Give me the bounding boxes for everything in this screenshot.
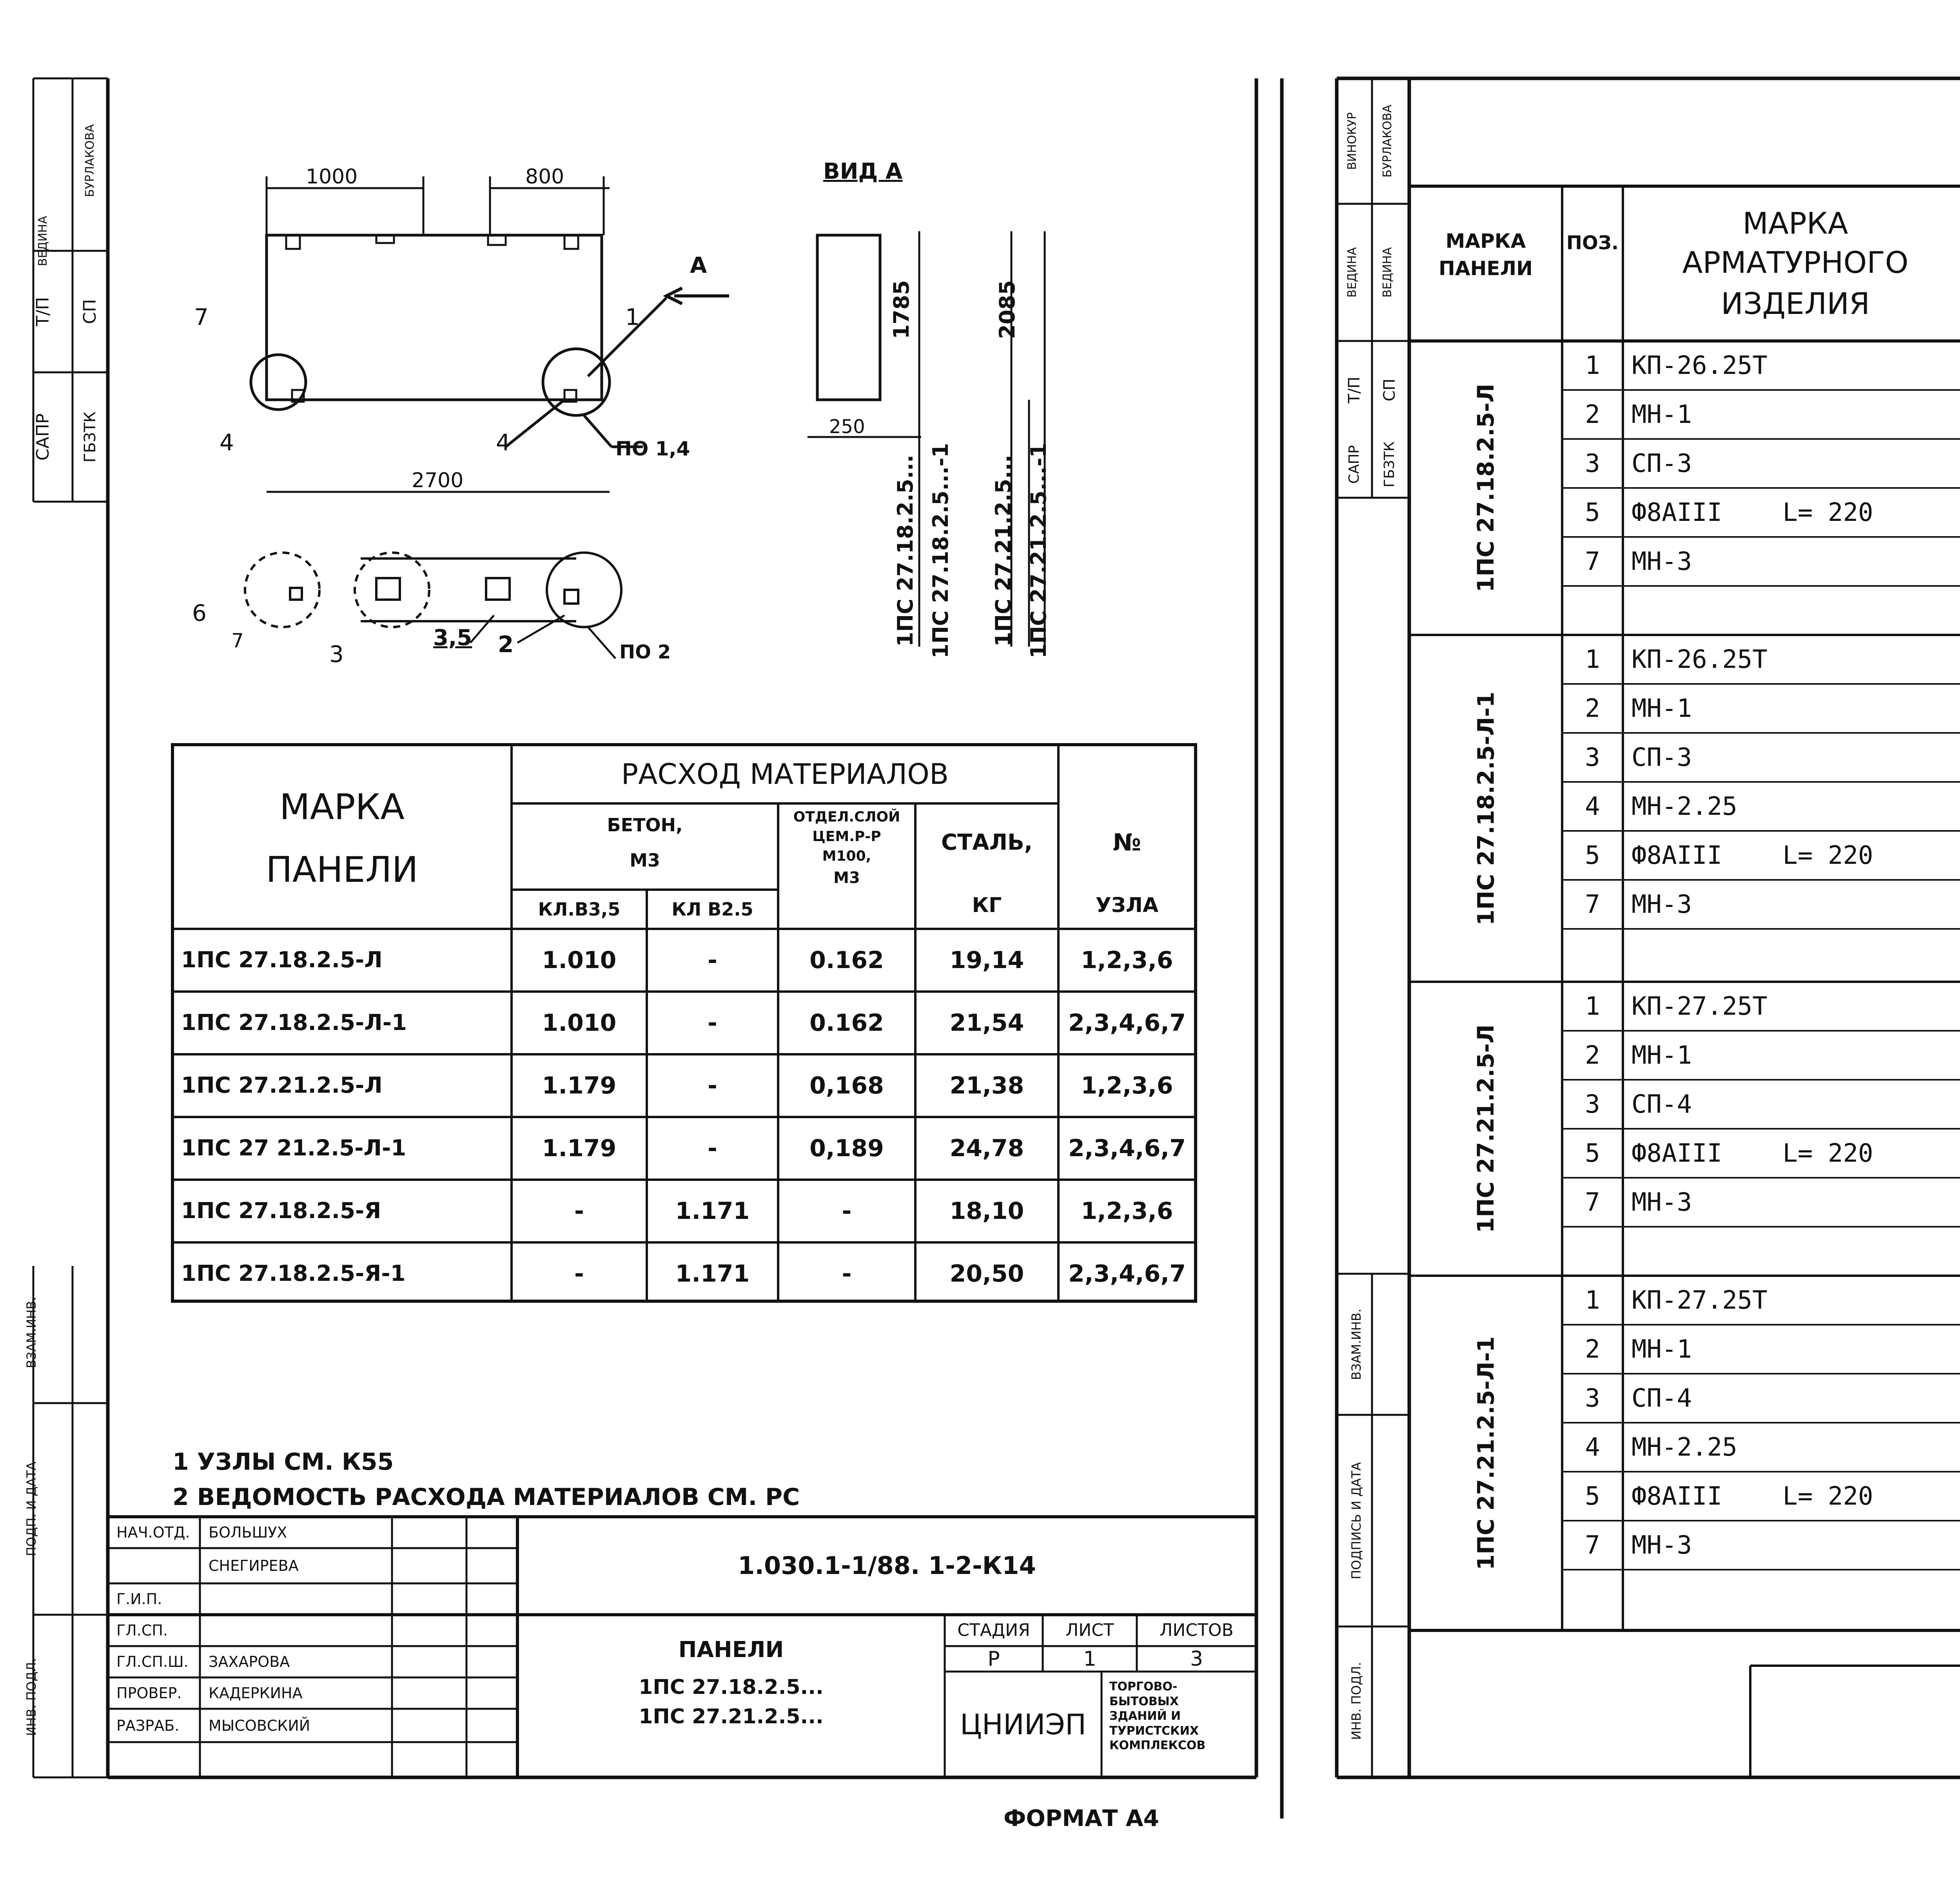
rh-mark-item-2: АРМАТУРНОГО <box>1682 245 1909 280</box>
callout-4b: 4 <box>496 429 510 456</box>
mat-row-cell: 1.010 <box>542 1009 617 1037</box>
callout-7: 7 <box>194 304 209 330</box>
spec-cell: 1 <box>1585 645 1600 674</box>
mat-row-cell: - <box>842 1260 852 1287</box>
signature-name: БОЛЬШУХ <box>209 1524 287 1541</box>
signature-name: МЫСОВСКИЙ <box>209 1717 310 1734</box>
sheets-value: 3 <box>1190 1647 1203 1671</box>
rlabel-inv-podl: ИНВ. ПОДЛ. <box>1349 1662 1364 1740</box>
h-b25: КЛ В2.5 <box>671 899 753 920</box>
spec-cell: МН-2.25 <box>1632 1432 1737 1462</box>
spec-cell: 2 <box>1585 1335 1600 1364</box>
rstamp-vinokur: ВИНОКУР <box>1345 112 1359 170</box>
title-name-2: 1ПС 27.18.2.5... <box>639 1675 824 1699</box>
rlabel-vzam-inv: ВЗАМ.ИНВ. <box>1349 1308 1364 1380</box>
callout-7b: 7 <box>231 629 244 652</box>
mat-row-mark: 1ПС 27.18.2.5-Я <box>181 1198 381 1224</box>
mat-row-mark: 1ПС 27 21.2.5-Л-1 <box>181 1135 407 1161</box>
spec-cell: 7 <box>1585 890 1600 919</box>
spec-cell: 7 <box>1585 547 1600 576</box>
mat-row-cell: 2,3,4,6,7 <box>1068 1009 1186 1037</box>
signature-name <box>200 1615 392 1646</box>
h-b35: КЛ.В3,5 <box>538 899 621 920</box>
spec-cell: КП-27.25Т <box>1632 1286 1768 1315</box>
sheets-header: ЛИСТОВ <box>1160 1620 1234 1640</box>
right-code <box>1750 1666 1960 1777</box>
callout-2: 2 <box>498 631 514 658</box>
org-subtitle <box>1109 1679 1205 1753</box>
mat-row-cell: 1.171 <box>675 1260 750 1287</box>
rh-mark-item-1: МАРКА <box>1742 206 1848 241</box>
mat-row-cell: 0.162 <box>809 946 884 974</box>
signature-name: ЗАХАРОВА <box>209 1653 290 1670</box>
stage-header: СТАДИЯ <box>957 1620 1030 1640</box>
rh-pos: ПОЗ. <box>1566 232 1619 254</box>
h-concrete-1: БЕТОН, <box>607 814 683 836</box>
spec-cell: 2 <box>1585 400 1600 429</box>
callout-1: 1 <box>625 304 640 330</box>
sheet-value: 1 <box>1083 1647 1096 1671</box>
spec-panel-mark: 1ПС 27.18.2.5-Л-1 <box>1472 691 1499 925</box>
h-mark-2: ПАНЕЛИ <box>266 849 418 890</box>
mat-row-cell: 24,78 <box>949 1135 1024 1162</box>
org-sub-5: КОМПЛЕКСОВ <box>1109 1739 1206 1752</box>
arrow-a-label: А <box>690 253 707 278</box>
spec-total <box>1562 586 1960 635</box>
mat-row-cell: 21,54 <box>949 1009 1024 1037</box>
mat-row-cell: 0,168 <box>809 1072 884 1099</box>
stamp-sp: СП <box>80 299 100 324</box>
spec-panel-mark: 1ПС 27.21.2.5-Л-1 <box>1472 1336 1499 1570</box>
spec-cell: 3 <box>1585 743 1600 772</box>
callout-3-5: 3,5 <box>433 625 472 651</box>
note-2: 2 ВЕДОМОСТЬ РАСХОДА МАТЕРИАЛОВ СМ. РС <box>172 1483 800 1511</box>
mat-row-mark: 1ПС 27.18.2.5-Л <box>181 947 383 973</box>
label-podp-data: ПОДП. И ДАТА <box>24 1461 39 1556</box>
rstamp-burlakova: БУРЛАКОВА <box>1381 104 1394 178</box>
spec-panel-mark: 1ПС 27.21.2.5-Л <box>1472 1024 1499 1233</box>
mat-row-cell: 21,38 <box>949 1072 1024 1099</box>
mat-row-cell: 1,2,3,6 <box>1081 946 1173 974</box>
spec-total <box>1562 1227 1960 1276</box>
spec-cell: 3 <box>1585 1383 1600 1413</box>
mat-row-mark: 1ПС 27.18.2.5-Я-1 <box>181 1261 406 1286</box>
mat-row-cell: - <box>574 1197 584 1225</box>
mat-row-cell: 18,10 <box>949 1197 1024 1225</box>
callout-6: 6 <box>192 600 207 626</box>
label-vzam-inv: ВЗАМ.ИНВ. <box>24 1296 39 1369</box>
spec-cell: МН-1 <box>1632 1041 1692 1070</box>
stamp-burlakova: БУРЛАКОВА <box>83 124 97 198</box>
mat-row-cell: 20,50 <box>949 1260 1024 1287</box>
spec-cell: 7 <box>1585 1188 1600 1217</box>
mat-row-cell: 19,14 <box>949 946 1024 974</box>
signature-role: ГЛ.СП.Ш. <box>116 1653 189 1670</box>
mat-row-cell: - <box>708 1135 717 1162</box>
vert-label-4: 1ПС 27.21.2.5...-1 <box>1026 443 1051 658</box>
spec-cell: СП-4 <box>1632 1383 1692 1413</box>
spec-cell: МН-1 <box>1632 694 1692 723</box>
h-consumption: РАСХОД МАТЕРИАЛОВ <box>621 758 949 791</box>
stamp-gbztk: ГБЗТК <box>81 411 99 463</box>
callout-3: 3 <box>329 641 344 667</box>
h-steel-1: СТАЛЬ, <box>941 830 1033 855</box>
mat-row-cell: - <box>708 1072 717 1099</box>
title-name-1: ПАНЕЛИ <box>678 1637 784 1663</box>
spec-cell: МН-3 <box>1632 547 1692 576</box>
spec-cell: 4 <box>1585 1432 1600 1462</box>
mat-row-cell: - <box>708 946 717 974</box>
title-code: 1.030.1-1/88. 1-2-К14 <box>738 1551 1036 1580</box>
h-finish-2: ЦЕМ.Р-Р <box>812 829 881 845</box>
signature-name: СНЕГИРЕВА <box>209 1557 299 1574</box>
spec-cell: 5 <box>1585 1139 1600 1168</box>
signature-role <box>108 1548 200 1583</box>
signature-role: РАЗРАБ. <box>116 1717 180 1734</box>
spec-cell: МН-1 <box>1632 400 1692 429</box>
mat-row-cell: 2,3,4,6,7 <box>1068 1135 1186 1162</box>
sheet-header: ЛИСТ <box>1065 1620 1114 1640</box>
spec-cell: 5 <box>1585 841 1600 870</box>
spec-cell: 1 <box>1585 1286 1600 1315</box>
spec-cell: 5 <box>1585 498 1600 527</box>
spec-cell: 3 <box>1585 1090 1600 1119</box>
spec-cell: Ф8АIII L= 220 <box>1632 498 1873 527</box>
rstamp-sp: СП <box>1381 379 1399 402</box>
spec-cell: 5 <box>1585 1481 1600 1511</box>
signature-name <box>200 1583 392 1615</box>
spec-cell: СП-3 <box>1632 449 1692 478</box>
h-node-2: УЗЛА <box>1095 894 1159 917</box>
callout-4a: 4 <box>220 429 234 456</box>
h-steel-2: КГ <box>972 894 1002 917</box>
mat-row-cell: 1.010 <box>542 946 617 974</box>
rstamp-vedina-2: ВЕДИНА <box>1381 247 1394 298</box>
mat-row-cell: 0.162 <box>809 1009 884 1037</box>
node-2-label: ПО 2 <box>619 641 671 663</box>
dim-1785: 1785 <box>889 280 914 339</box>
rstamp-sapr: САПР <box>1346 445 1362 484</box>
vert-label-3: 1ПС 27.21.2.5... <box>991 455 1016 647</box>
spec-cell: 1 <box>1585 351 1600 380</box>
mat-row-cell: 1,2,3,6 <box>1081 1072 1173 1099</box>
spec-cell: МН-1 <box>1632 1335 1692 1364</box>
mat-row-cell: - <box>574 1260 584 1287</box>
rstamp-gbztk: ГБЗТК <box>1381 441 1397 488</box>
signature-role: ГЛ.СП. <box>116 1622 168 1639</box>
view-a-label: ВИД А <box>823 159 903 184</box>
spec-cell: Ф8АIII L= 220 <box>1632 841 1873 870</box>
dim-800: 800 <box>525 165 564 189</box>
mat-row-cell: 1.171 <box>675 1197 750 1225</box>
rh-mark-panel-2: ПАНЕЛИ <box>1439 257 1533 280</box>
spec-cell: СП-3 <box>1632 743 1692 772</box>
org-sub-2: БЫТОВЫХ <box>1109 1694 1179 1708</box>
rh-mark-panel-1: МАРКА <box>1445 230 1526 252</box>
label-inv-podl: ИНВ. ПОДЛ. <box>24 1658 39 1736</box>
stamp-vedina: ВЕДИНА <box>36 216 50 267</box>
h-concrete-2: М3 <box>630 850 660 871</box>
spec-cell: МН-3 <box>1632 1188 1692 1217</box>
signature-name: КАДЕРКИНА <box>209 1684 303 1702</box>
spec-cell: МН-2.25 <box>1632 792 1737 821</box>
mat-row-cell: - <box>708 1009 717 1037</box>
spec-cell: КП-26.25Т <box>1632 645 1768 674</box>
h-finish-1: ОТДЕЛ.СЛОЙ <box>793 809 900 825</box>
spec-cell: Ф8АIII L= 220 <box>1632 1139 1873 1168</box>
org-name: ЦНИИЭП <box>960 1708 1087 1741</box>
rstamp-tp: Т/П <box>1345 377 1363 403</box>
spec-cell: Ф8АIII L= 220 <box>1632 1481 1873 1511</box>
dim-250: 250 <box>829 416 865 438</box>
stamp-tp: Т/П <box>33 297 53 326</box>
h-finish-3: М100, <box>822 848 871 864</box>
left-format: ФОРМАТ А4 <box>1004 1805 1159 1831</box>
mat-row-cell: - <box>842 1197 852 1225</box>
spec-cell: МН-3 <box>1632 890 1692 919</box>
node-1-4-label: ПО 1,4 <box>615 437 690 460</box>
spec-cell: 4 <box>1585 792 1600 821</box>
spec-panel-mark: 1ПС 27.18.2.5-Л <box>1472 383 1499 593</box>
signature-role: ПРОВЕР. <box>116 1684 182 1702</box>
signature-role: Г.И.П. <box>116 1590 162 1608</box>
spec-cell: 7 <box>1585 1530 1600 1560</box>
signature-role: НАЧ.ОТД. <box>116 1524 190 1541</box>
dim-2700: 2700 <box>412 469 464 492</box>
rlabel-podp-data: ПОДПИСЬ И ДАТА <box>1349 1462 1364 1579</box>
org-sub-3: ЗДАНИЙ И <box>1109 1709 1181 1723</box>
spec-cell: КП-27.25Т <box>1632 992 1768 1021</box>
title-name-3: 1ПС 27.21.2.5... <box>639 1705 824 1728</box>
spec-cell: КП-26.25Т <box>1632 351 1768 380</box>
mat-row-cell: 2,3,4,6,7 <box>1068 1260 1186 1287</box>
h-mark-1: МАРКА <box>279 787 405 828</box>
dim-2085: 2085 <box>995 280 1020 339</box>
stamp-sapr: САПР <box>33 413 53 461</box>
spec-cell: МН-3 <box>1632 1530 1692 1560</box>
spec-cell: 2 <box>1585 694 1600 723</box>
mat-row-cell: 1,2,3,6 <box>1081 1197 1173 1225</box>
mat-row-cell: 0,189 <box>809 1135 884 1162</box>
spec-cell: 1 <box>1585 992 1600 1021</box>
spec-cell: СП-4 <box>1632 1090 1692 1119</box>
note-1: 1 УЗЛЫ СМ. К55 <box>172 1448 394 1476</box>
spec-total <box>1562 929 1960 982</box>
mat-row-mark: 1ПС 27.18.2.5-Л-1 <box>181 1010 407 1035</box>
h-finish-4: М3 <box>833 869 860 887</box>
rstamp-vedina-1: ВЕДИНА <box>1345 247 1359 298</box>
vert-label-1: 1ПС 27.18.2.5... <box>893 455 918 647</box>
h-node-1: № <box>1112 829 1142 856</box>
mat-row-mark: 1ПС 27.21.2.5-Л <box>181 1073 383 1098</box>
org-sub-1: ТОРГОВО- <box>1109 1680 1178 1694</box>
stage-value: Р <box>987 1647 1000 1671</box>
spec-cell: 2 <box>1585 1041 1600 1070</box>
vert-label-2: 1ПС 27.18.2.5...-1 <box>928 443 953 658</box>
mat-row-cell: 1.179 <box>542 1135 617 1162</box>
dim-1000: 1000 <box>306 165 358 189</box>
rh-mark-item-3: ИЗДЕЛИЯ <box>1721 286 1870 321</box>
org-sub-4: ТУРИСТСКИХ <box>1109 1724 1199 1738</box>
spec-total <box>1562 1570 1960 1619</box>
mat-row-cell: 1.179 <box>542 1072 617 1099</box>
spec-cell: 3 <box>1585 449 1600 478</box>
